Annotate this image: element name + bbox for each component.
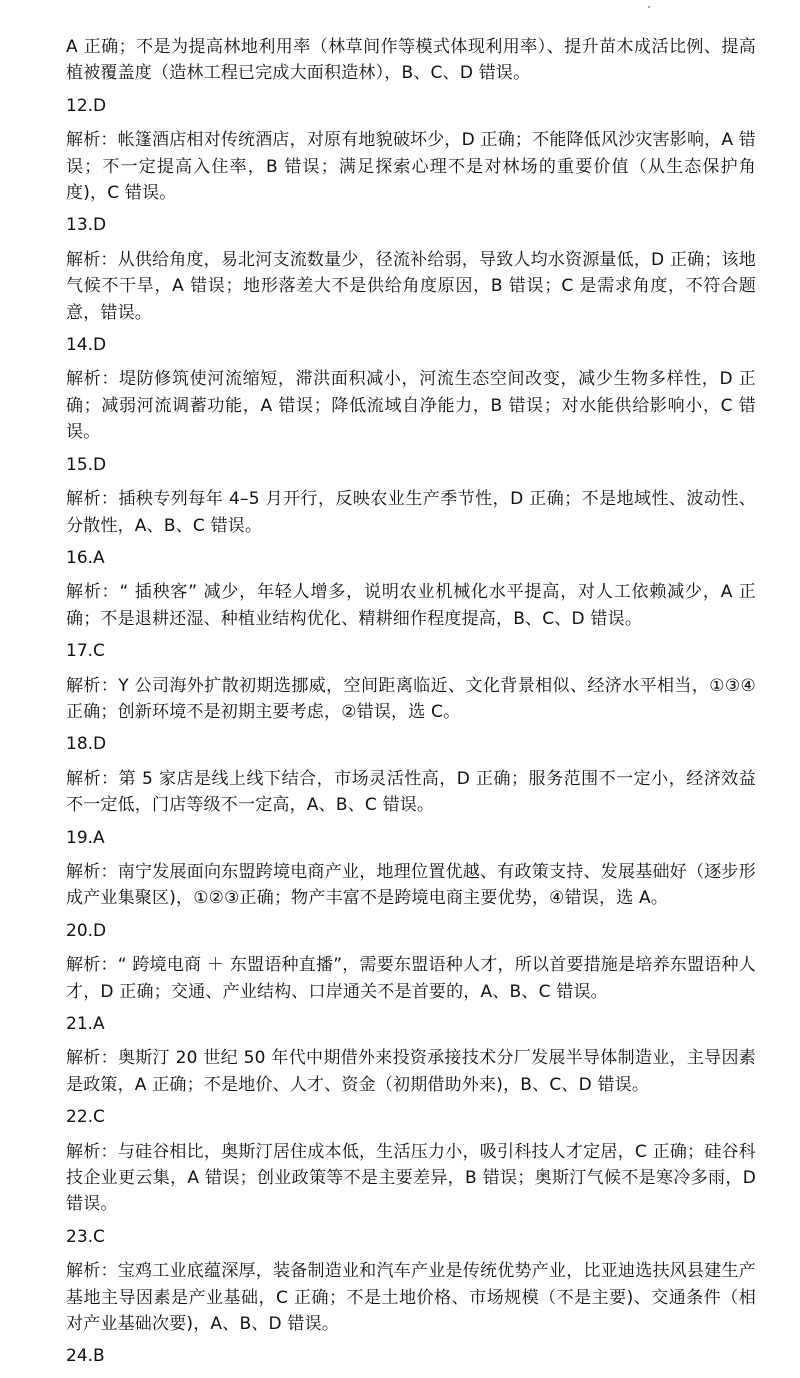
explanation-20: 解析：“ 跨境电商 ＋ 东盟语种直播”，需要东盟语种人才，所以首要措施是培养东盟语种人才，D 正确；交通、产业结构、口岸通关不是首要的，A、B、C 错误。 bbox=[66, 955, 756, 1002]
question-number-17: 17.C bbox=[66, 641, 105, 662]
explanation-22: 解析：与硅谷相比，奥斯汀居住成本低，生活压力小，吸引科技人才定居，C 正确；硅谷科技企业更云集，A 错误；创业政策等不是主要差异，B 错误；奥斯汀气候不是寒冷多雨，D 错误。 bbox=[66, 1141, 756, 1215]
question-number-22: 22.C bbox=[66, 1107, 105, 1128]
explanation-18: 解析：第 5 家店是线上线下结合，市场灵活性高，D 正确；服务范围不一定小，经济效益不一定低，门店等级不一定高，A、B、C 错误。 bbox=[66, 768, 756, 816]
answer-document bbox=[66, 34, 756, 1378]
question-number-16: 16.A bbox=[66, 547, 105, 568]
explanation-13: 解析：从供给角度，易北河支流数量少，径流补给弱，导致人均水资源量低，D 正确；该地气候不干旱，A 错误；地形落差大不是供给角度原因，B 错误；C 是需求角度，不符合题意，错误。 bbox=[66, 249, 756, 323]
explanation-17: 解析：Y 公司海外扩散初期选挪威，空间距离临近、文化背景相似、经济水平相当，①③④正确；创新环境不是初期主要考虑，②错误，选 C。 bbox=[66, 675, 756, 722]
explanation-16: 解析：“ 插秧客” 减少，年轻人增多，说明农业机械化水平提高，对人工依赖减少，A 正确；不是退耕还湿、种植业结构优化、精耕细作程度提高，B、C、D 错误。 bbox=[66, 582, 756, 629]
question-number-14: 14.D bbox=[66, 335, 107, 356]
question-number-15: 15.D bbox=[66, 454, 107, 475]
question-number-24: 24.B bbox=[66, 1346, 105, 1367]
question-number-18: 18.D bbox=[66, 734, 107, 755]
explanation-23: 解析：宝鸡工业底蕴深厚，装备制造业和汽车产业是传统优势产业，比亚迪选扶风县建生产基地主导因素是产业基础，C 正确；不是土地价格、市场规模（不是主要)、交通条件（相对产业基础次要)，A、B、D 错误。 bbox=[66, 1261, 756, 1335]
intro-paragraph: A 正确；不是为提高林地利用率（林草间作等模式体现利用率）、提升苗木成活比例、提高植被覆盖度（造林工程已完成大面积造林），B、C、D 错误。 bbox=[66, 37, 756, 84]
explanation-12: 解析：帐篷酒店相对传统酒店，对原有地貌破坏少，D 正确；不能降低风沙灾害影响，A 错误；不一定提高入住率，B 错误；满足探索心理不是对林场的重要价值（从生态保护角度)，C 错误。 bbox=[66, 130, 756, 204]
question-number-12: 12.D bbox=[66, 95, 107, 116]
explanation-14: 解析：堤防修筑使河流缩短，滞洪面积减小，河流生态空间改变，减少生物多样性，D 正确；减弱河流调蓄功能，A 错误；降低流域自净能力，B 错误；对水能供给影响小，C 错误。 bbox=[66, 369, 756, 443]
explanation-19: 解析：南宁发展面向东盟跨境电商产业，地理位置优越、有政策支持、发展基础好（逐步形成产业集聚区)，①②③正确；物产丰富不是跨境电商主要优势，④错误，选 A。 bbox=[66, 861, 756, 909]
explanation-15: 解析：插秧专列每年 4–5 月开行，反映农业生产季节性，D 正确；不是地域性、波动性、分散性，A、B、C 错误。 bbox=[66, 489, 756, 536]
question-number-19: 19.A bbox=[66, 827, 105, 848]
question-number-13: 13.D bbox=[66, 215, 107, 236]
question-number-23: 23.C bbox=[66, 1226, 105, 1247]
explanation-21: 解析：奥斯汀 20 世纪 50 年代中期借外来投资承接技术分厂发展半导体制造业，主导因素是政策，A 正确；不是地价、人才、资金（初期借助外来)，B、C、D 错误。 bbox=[66, 1048, 756, 1095]
question-number-20: 20.D bbox=[66, 920, 107, 941]
question-number-21: 21.A bbox=[66, 1014, 105, 1034]
scan-dot bbox=[648, 6, 650, 8]
